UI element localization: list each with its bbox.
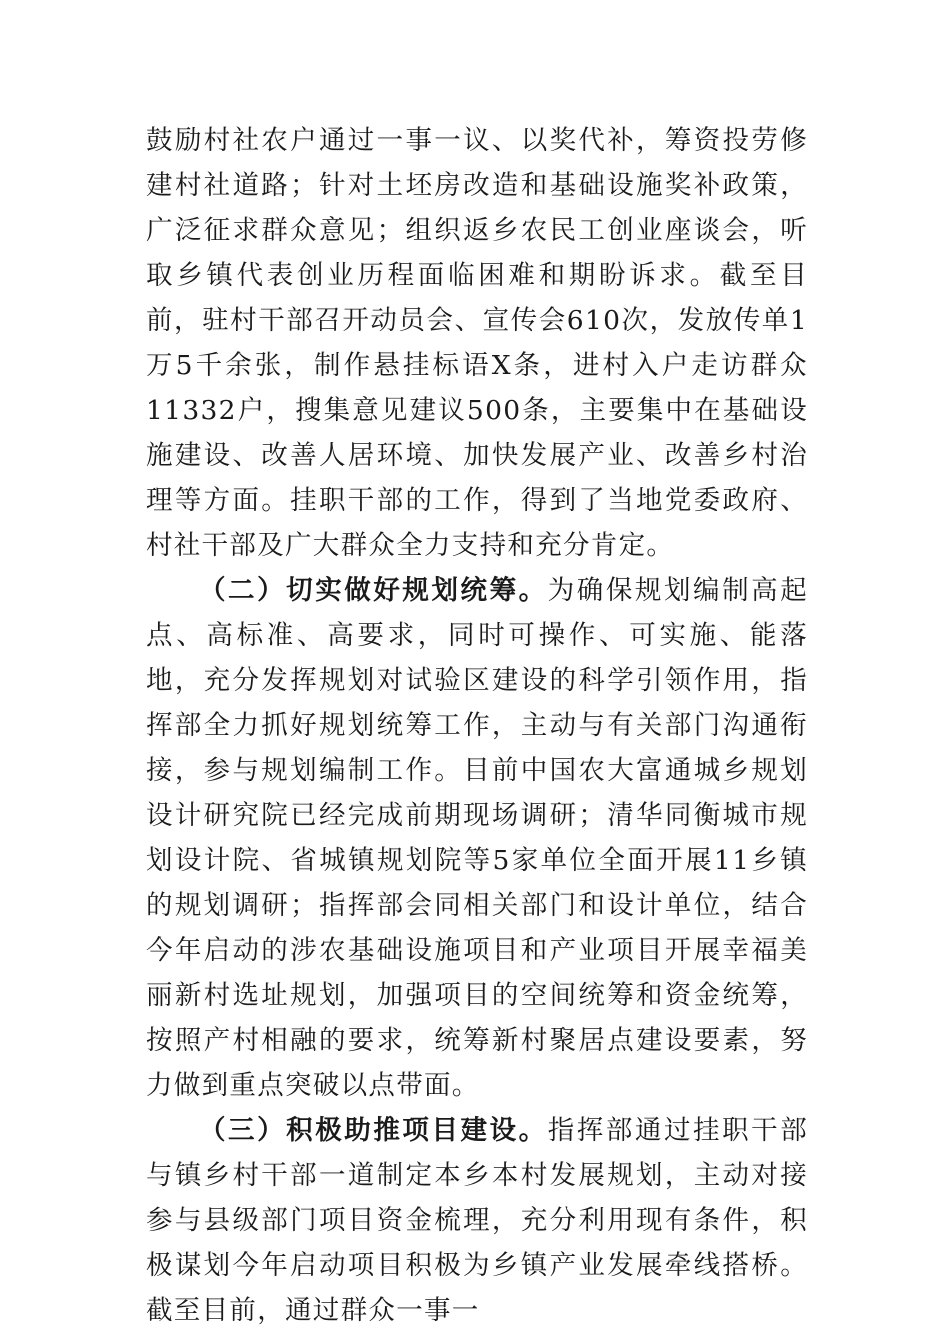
paragraph-3-text: 指挥部通过挂职干部与镇乡村干部一道制定本乡本村发展规划，主动对接参与县级部门项目资金梳理，充分利用现有条件，积极谋划今年启动项目积极为乡镇产业发展牵线搭桥。截至目前，通过群众一事一 <box>146 1115 808 1326</box>
paragraph-2-text: 为确保规划编制高起点、高标准、高要求，同时可操作、可实施、能落地，充分发挥规划对试验区建设的科学引领作用，指挥部全力抓好规划统筹工作，主动与有关部门沟通衔接，参与规划编制工作。目前中国农大富通城乡规划设计研究院已经完成前期现场调研；清华同衡城市规划设计院、省城镇规划院等5家单位全面开展11乡镇的规划调研；指挥部会同相关部门和设计单位，结合今年启动的涉农基础设施项目和产业项目开展幸福美丽新村选址规划，加强项目的空间统筹和资金统筹，按照产村相融的要求，统筹新村聚居点建设要素，努力做到重点突破以点带面。 <box>146 575 808 1101</box>
section-heading-3: （三）积极助推项目建设。 <box>199 1115 548 1146</box>
paragraph-1 <box>146 118 808 568</box>
document-body <box>146 118 808 1333</box>
section-heading-2: （二）切实做好规划统筹。 <box>199 575 548 606</box>
paragraph-3 <box>146 1108 808 1333</box>
paragraph-2 <box>146 568 808 1108</box>
paragraph-1-text: 鼓励村社农户通过一事一议、以奖代补，筹资投劳修建村社道路；针对土坯房改造和基础设施奖补政策，广泛征求群众意见；组织返乡农民工创业座谈会，听取乡镇代表创业历程面临困难和期盼诉求。截至目前，驻村干部召开动员会、宣传会610次，发放传单1万5千余张，制作悬挂标语X条，进村入户走访群众11332户，搜集意见建议500条，主要集中在基础设施建设、改善人居环境、加快发展产业、改善乡村治理等方面。挂职干部的工作，得到了当地党委政府、村社干部及广大群众全力支持和充分肯定。 <box>146 125 808 561</box>
